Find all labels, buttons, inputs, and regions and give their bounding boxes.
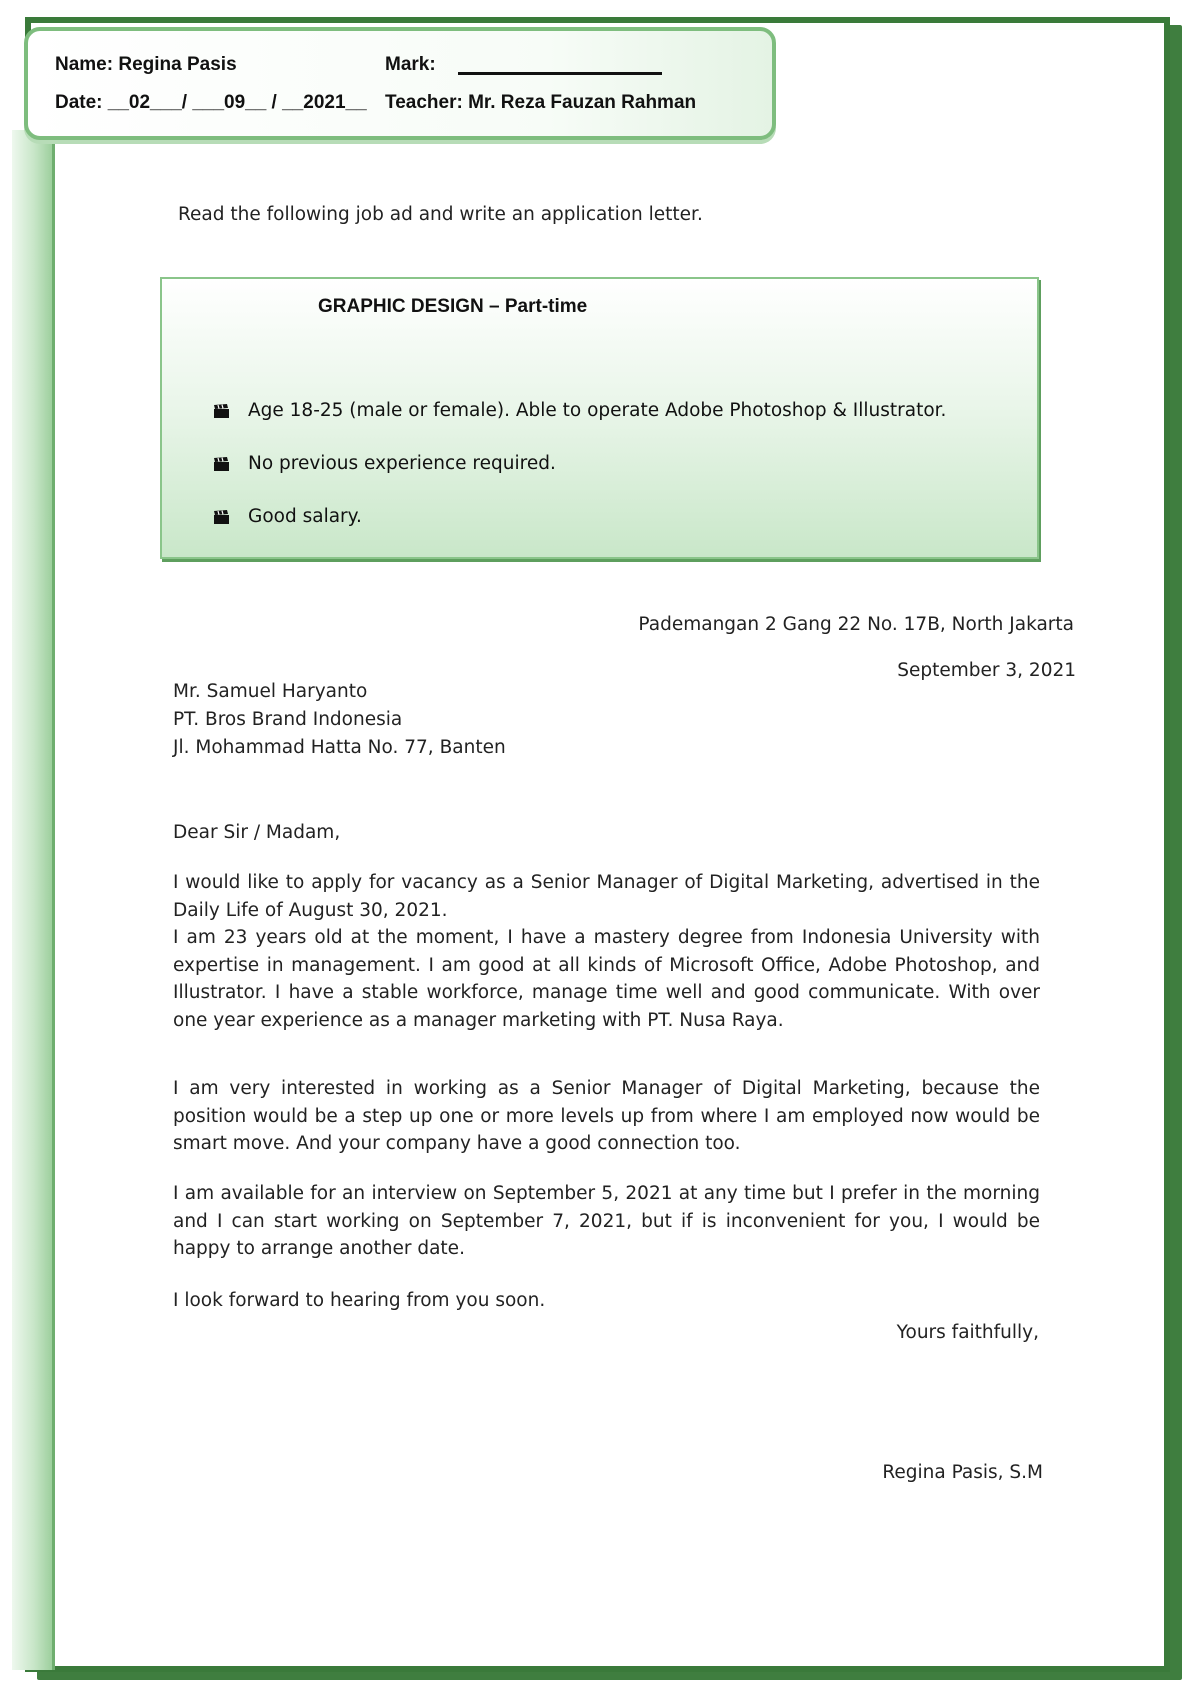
letter-paragraph-3: [173, 1180, 1040, 1263]
letter-date: September 3, 2021: [897, 660, 1076, 681]
recipient-name: Mr. Samuel Haryanto: [173, 681, 368, 702]
signature: Regina Pasis, S.M: [882, 1462, 1043, 1483]
salutation: Dear Sir / Madam,: [173, 822, 341, 843]
job-ad-item: [213, 400, 946, 421]
job-ad-item: [213, 506, 362, 527]
complimentary-close: Yours faithfully,: [896, 1322, 1039, 1343]
date-field: Date: __02___/ ___09__ / __2021__: [55, 92, 367, 113]
page-frame: [25, 17, 1170, 1672]
closing-line: I look forward to hearing from you soon.: [173, 1290, 546, 1311]
instruction-text: Read the following job ad and write an application letter.: [178, 204, 703, 225]
paragraph-text: I am available for an interview on September 5, 2021 at any time but I prefer in the morning and I can start working on September 7, 2021, but if is inconvenient for you, I would be happy to arrange another date.: [173, 1183, 1040, 1259]
paragraph-text: I would like to apply for vacancy as a Senior Manager of Digital Marketing, advertised in the Daily Life of August 30, 2021.: [173, 872, 1040, 921]
job-ad-item: [213, 453, 556, 474]
job-ad-item-text: Good salary.: [248, 506, 362, 527]
letter-paragraph-1: [173, 869, 1040, 1034]
mark-label: Mark:: [385, 54, 436, 75]
job-ad-item-text: No previous experience required.: [248, 453, 556, 474]
letter-paragraph-2: [173, 1075, 1040, 1158]
recipient-company: PT. Bros Brand Indonesia: [173, 709, 403, 730]
sender-address: Pademangan 2 Gang 22 No. 17B, North Jakarta: [638, 614, 1074, 635]
clapperboard-icon: [213, 510, 230, 524]
paragraph-text: I am 23 years old at the moment, I have a mastery degree from Indonesia University with expertise in management. I am good at all kinds of Microsoft Office, Adobe Photoshop, and Illustrator. I have a stable workforce, manage time well and good communicate. With over one year experience as a manager marketing with PT. Nusa Raya.: [173, 927, 1040, 1031]
recipient-address: Jl. Mohammad Hatta No. 77, Banten: [173, 737, 506, 758]
mark-blank-line: [458, 72, 662, 75]
clapperboard-icon: [213, 457, 230, 471]
clapperboard-icon: [213, 404, 230, 418]
teacher-name: Teacher: Mr. Reza Fauzan Rahman: [385, 92, 697, 113]
job-ad-item-text: Age 18-25 (male or female). Able to operate Adobe Photoshop & Illustrator.: [248, 400, 947, 421]
job-ad-title: GRAPHIC DESIGN – Part-time: [318, 296, 588, 317]
student-info-box: [24, 27, 776, 140]
student-name: Name: Regina Pasis: [55, 54, 237, 75]
paragraph-text: I am very interested in working as a Senior Manager of Digital Marketing, because the position would be a step up one or more levels up from where I am employed now would be smart move. And your company have a good connection too.: [173, 1078, 1040, 1154]
side-decoration-bar: [12, 130, 55, 1670]
